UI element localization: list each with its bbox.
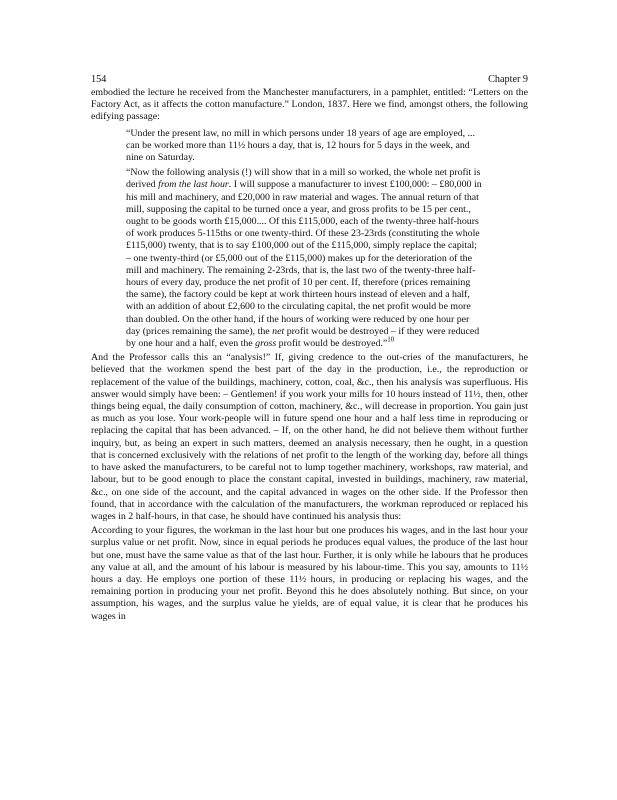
intro-paragraph: embodied the lecture he received from the Manchester manufacturers, in a pamphlet, entitled: “Letters on the Factory Act, as it affects the cotton manufacture.” London, 1837. Here we find, amongst others, the following edifying passage:	[91, 87, 528, 123]
quote-emphasis: gross	[255, 338, 277, 350]
chapter-title: Chapter 9	[488, 74, 528, 85]
page-body	[91, 87, 528, 625]
body-paragraph-3: According to your figures, the workman in the last hour but one produces his wages, and in the last hour your surplus value or net profit. Now, since in equal periods he produces equal values, the produce of the last hour but one, must have the same value as that of the last hour. Further, it is only while he labours that he produces any value at all, and the amount of his labour is measured by his labour-time. This you say, amounts to 11½ hours a day. He employs one portion of these 11½ hours, in producing or replacing his wages, and the remaining portion in producing your net profit. Beyond this he does absolutely nothing. But since, on your assumption, his wages, and the surplus value he yields, are of equal value, it is clear that he produces his wages in	[91, 525, 528, 622]
quote-text: “Now the following analysis (!) will show that in a mill so worked, the whole net profit is derived	[126, 167, 481, 191]
quote-paragraph-1: “Under the present law, no mill in which persons under 18 years of age are employed, ... can be worked more than 11½ hours a day, that is, 12 hours for 5 days in the week, and nine on Saturday.	[126, 127, 475, 164]
quote-text: profit would be destroyed.”	[276, 338, 388, 350]
quote-paragraph-2	[126, 167, 484, 350]
footnote-marker[interactable]: 10	[387, 335, 395, 344]
page-number: 154	[91, 74, 107, 85]
block-quote	[126, 128, 484, 351]
quote-emphasis: from the last hour	[158, 179, 229, 191]
quote-text: . I will suppose a manufacturer to invest £100,000: – £80,000 in his mill and machinery, and £20,000 in raw material and wages. The annual return of that mill, supposing the capital to be turned once a year, and gross profits to be 15 per cent., ought to be goods worth £15,000.... Of this £115,000, each of the twenty-three half-hours of work produces 5-115ths or one twenty-third. Of these 23-23rds (constituting the whole £115,000) twenty, that is to say £100,000 out of the £115,000, simply replace the capital; – one twenty-third (or £5,000 out of the £115,000) makes up for the deterioration of the mill and machinery. The remaining 2-23rds, that is, the last two of the twenty-three half-hours of every day, produce the net profit of 10 per cent. If, therefore (prices remaining the same), the factory could be kept at work thirteen hours instead of eleven and a half, with an addition of about £2,600 to the circulating capital, the net profit would be more than doubled. On the other hand, if the hours of working were reduced by one hour per day (prices remaining the same), the	[126, 179, 482, 337]
quote-emphasis: net	[272, 325, 285, 337]
body-paragraph-2: And the Professor calls this an “analysis!” If, giving credence to the out-cries of the manufacturers, he believed that the workmen spend the best part of the day in the production, i.e., the reproduction or replacement of the value of the buildings, machinery, cotton, coal, &c., then his analysis was superfluous. His answer would simply have been: – Gentlemen! if you work your mills for 10 hours instead of 11½, then, other things being equal, the daily consumption of cotton, machinery, &c., will decrease in proportion. You gain just as much as you lose. Your work-people will in future spend one hour and a half less time in reproducing or replacing the capital that has been advanced. – If, on the other hand, he did not believe them without further inquiry, but, as being an expert in such matters, deemed an analysis necessary, then he ought, in a question that is concerned exclusively with the relations of net profit to the length of the working day, before all things to have asked the manufacturers, to be careful not to lump together machinery, workshops, raw material, and labour, but to be good enough to place the constant capital, invested in buildings, machinery, raw material, &c., on one side of the account, and the capital advanced in wages on the other side. If the Professor then found, that in accordance with the calculation of the manufacturers, the workman reproduced or replaced his wages in 2 half-hours, in that case, he should have continued his analysis thus:	[91, 352, 528, 522]
quote-text: profit would be destroyed – if they were reduced by one hour and a half, even the	[126, 325, 480, 350]
